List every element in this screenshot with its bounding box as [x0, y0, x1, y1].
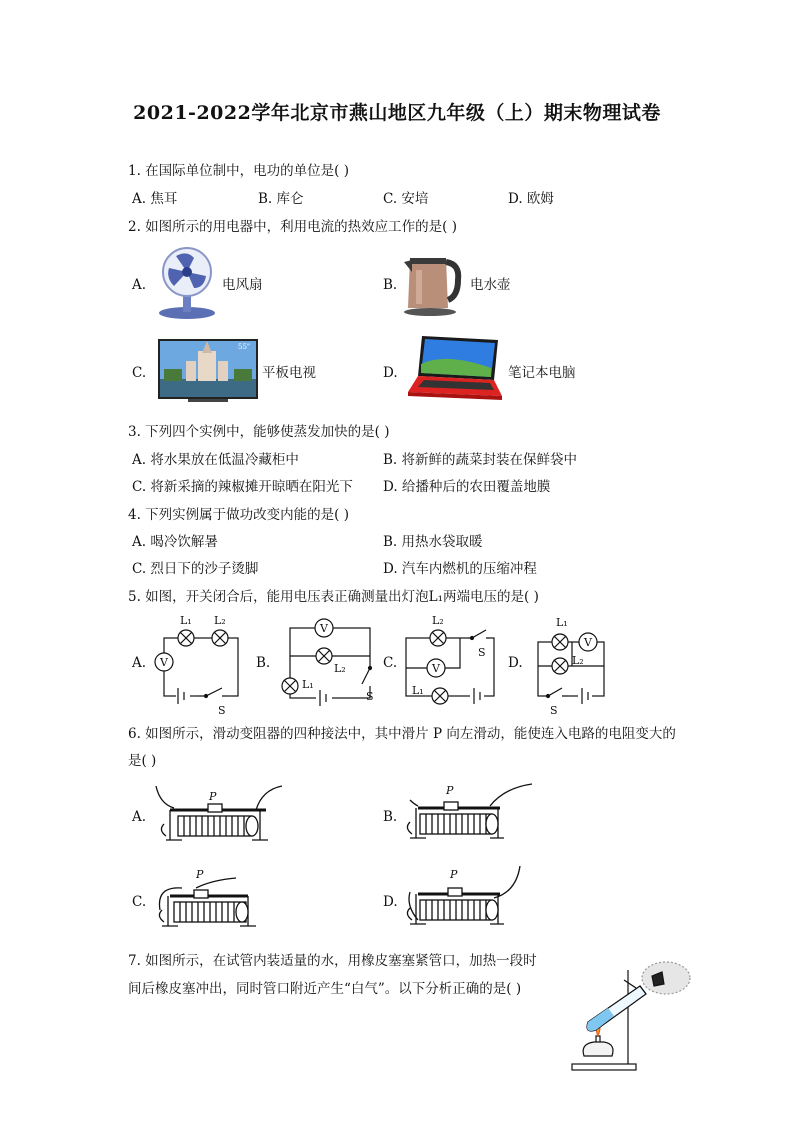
circuit-c-l1-label: L₁: [412, 684, 424, 697]
circuit-b-switch-label: S: [366, 690, 374, 703]
circuit-c-voltmeter-label: V: [432, 662, 440, 675]
rheostat-b: [404, 778, 540, 844]
q1-option-a: A. 焦耳: [132, 191, 178, 207]
question-4-stem: 4. 下列实例属于做功改变内能的是( ): [128, 507, 349, 523]
q3-option-b: B. 将新鲜的蔬菜封装在保鲜袋中: [383, 452, 578, 468]
q2-caption-a: 电风扇: [222, 277, 263, 293]
q5-option-c: C.: [383, 655, 398, 671]
question-2-stem: 2. 如图所示的用电器中，利用电流的热效应工作的是( ): [128, 219, 457, 235]
page-title: 2021-2022学年北京市燕山地区九年级（上）期末物理试卷: [133, 102, 661, 124]
rheostat-c: [152, 866, 288, 932]
q2-caption-c: 平板电视: [262, 365, 316, 381]
laptop-image: [406, 334, 504, 408]
circuit-b-l1-label: L₁: [302, 678, 314, 691]
circuit-diagram-d: [526, 612, 622, 718]
q3-option-c: C. 将新采摘的辣椒摊开晾晒在阳光下: [132, 479, 353, 495]
q6-option-d: D.: [383, 894, 398, 910]
tv-size-badge: 55": [238, 343, 251, 351]
rheostat-d: [404, 862, 540, 930]
circuit-diagram-a: [150, 612, 250, 718]
q1-option-c: C. 安培: [383, 191, 429, 207]
electric-fan-image: [156, 246, 218, 320]
electric-kettle-image: [402, 250, 462, 316]
q4-option-a: A. 喝冷饮解暑: [132, 534, 218, 550]
q6-option-a: A.: [132, 809, 147, 825]
circuit-c-switch-label: S: [478, 646, 486, 659]
question-7-stem: 7. 如图所示，在试管内装适量的水，用橡皮塞塞紧管口，加热一段时: [128, 953, 537, 969]
q4-option-d: D. 汽车内燃机的压缩冲程: [383, 561, 537, 577]
q1-option-b: B. 库仑: [258, 191, 304, 207]
q6-option-b: B.: [383, 809, 398, 825]
rheostat-a: [152, 780, 288, 846]
circuit-d-l2-label: L₂: [572, 654, 584, 667]
circuit-diagram-c: [400, 612, 504, 718]
question-1-stem: 1. 在国际单位制中，电功的单位是( ): [128, 163, 349, 179]
q3-option-a: A. 将水果放在低温冷藏柜中: [132, 452, 299, 468]
rheostat-c-slider-label: P: [196, 868, 204, 881]
circuit-d-voltmeter-label: V: [584, 636, 592, 649]
question-6-stem: 6. 如图所示，滑动变阻器的四种接法中，其中滑片 P 向左滑动，能使连入电路的电阻变大的: [128, 726, 676, 742]
question-7-stem-continued: 间后橡皮塞冲出，同时管口附近产生“白气”。以下分析正确的是( ): [128, 981, 522, 997]
circuit-a-switch-label: S: [218, 704, 226, 717]
circuit-a-l1-label: L₁: [180, 614, 192, 627]
rheostat-d-slider-label: P: [450, 868, 458, 881]
test-tube-experiment-image: [566, 960, 696, 1074]
q2-option-d: D.: [383, 365, 398, 381]
q1-option-d: D. 欧姆: [508, 191, 554, 207]
question-6-stem-continued: 是( ): [128, 753, 157, 769]
q2-option-c: C.: [132, 365, 147, 381]
circuit-b-l2-label: L₂: [334, 662, 346, 675]
rheostat-b-slider-label: P: [446, 784, 454, 797]
circuit-diagram-b: [276, 616, 380, 720]
q5-option-d: D.: [508, 655, 523, 671]
q6-option-c: C.: [132, 894, 147, 910]
circuit-a-voltmeter-label: V: [160, 656, 168, 669]
q3-option-d: D. 给播种后的农田覆盖地膜: [383, 479, 551, 495]
circuit-d-switch-label: S: [550, 704, 558, 717]
q2-caption-b: 电水壶: [470, 277, 511, 293]
rheostat-a-slider-label: P: [209, 790, 217, 803]
q2-caption-d: 笔记本电脑: [508, 365, 576, 381]
circuit-a-l2-label: L₂: [214, 614, 226, 627]
circuit-d-l1-label: L₁: [556, 616, 568, 629]
q5-option-a: A.: [132, 655, 147, 671]
circuit-b-voltmeter-label: V: [320, 622, 328, 635]
q4-option-b: B. 用热水袋取暖: [383, 534, 483, 550]
question-3-stem: 3. 下列四个实例中，能够使蒸发加快的是( ): [128, 424, 390, 440]
circuit-c-l2-label: L₂: [432, 614, 444, 627]
flat-tv-image: [158, 339, 258, 403]
q2-option-a: A.: [132, 277, 147, 293]
q2-option-b: B.: [383, 277, 398, 293]
question-5-stem: 5. 如图，开关闭合后，能用电压表正确测量出灯泡L₁两端电压的是( ): [128, 589, 539, 605]
q5-option-b: B.: [256, 655, 271, 671]
q4-option-c: C. 烈日下的沙子烫脚: [132, 561, 259, 577]
